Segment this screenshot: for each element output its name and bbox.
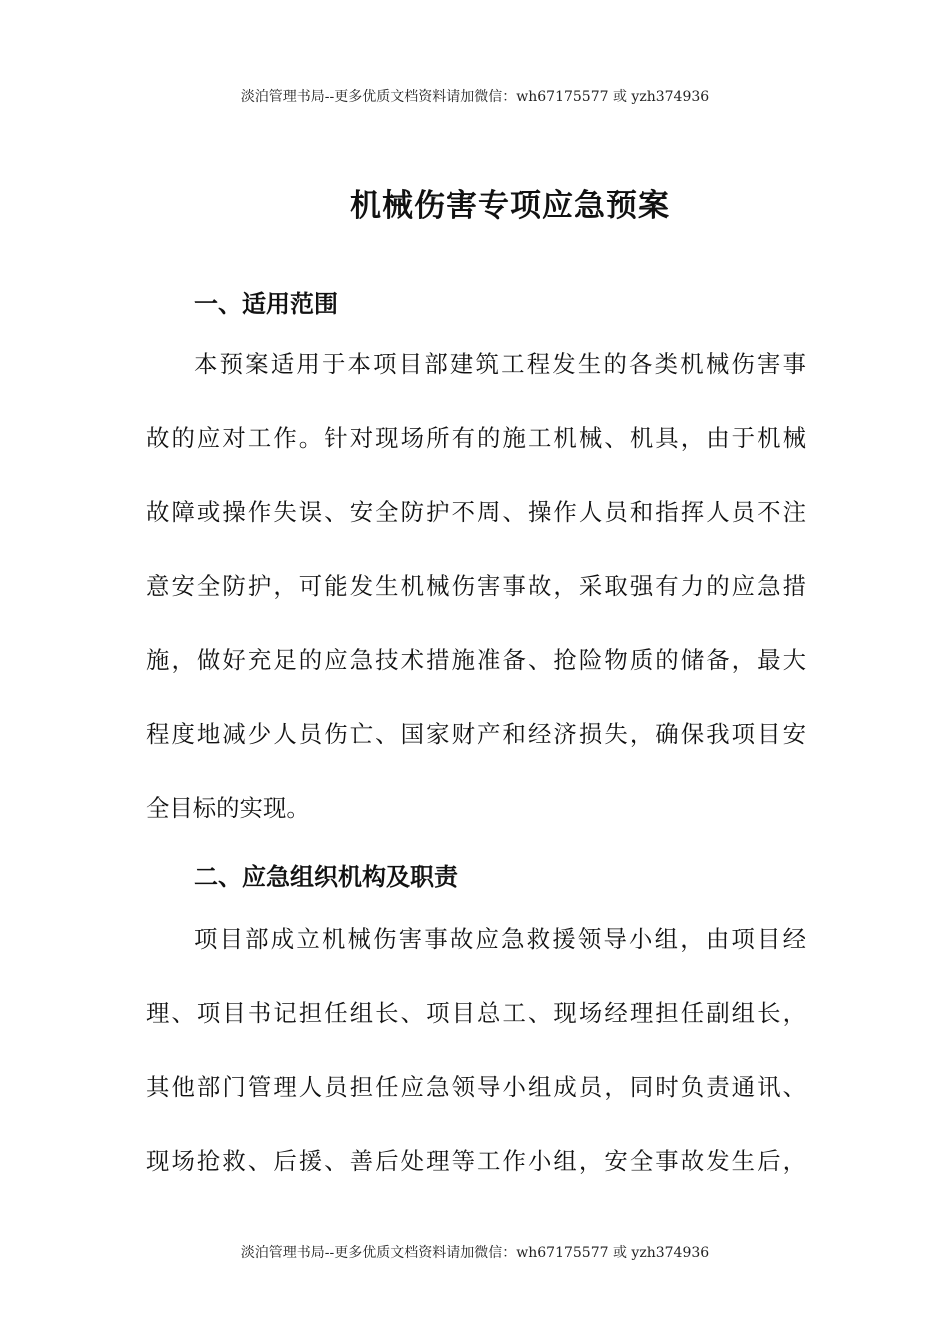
section-heading-organization: 二、应急组织机构及职责: [194, 863, 458, 891]
document-title: 机械伤害专项应急预案: [350, 188, 670, 224]
paragraph-line: 现场抢救、后援、善后处理等工作小组，安全事故发生后，: [146, 1147, 806, 1175]
paragraph-line: 全目标的实现。: [146, 794, 310, 822]
paragraph-line: 理、项目书记担任组长、项目总工、现场经理担任副组长，: [146, 999, 806, 1027]
page-footer-note: 淡泊管理书局--更多优质文档资料请加微信：wh67175577 或 yzh374936: [240, 1245, 710, 1261]
paragraph-line: 故障或操作失误、安全防护不周、操作人员和指挥人员不注: [146, 498, 806, 526]
paragraph-line: 其他部门管理人员担任应急领导小组成员，同时负责通讯、: [146, 1073, 806, 1101]
paragraph-line: 意安全防护，可能发生机械伤害事故，采取强有力的应急措: [146, 572, 806, 600]
section-heading-scope: 一、适用范围: [194, 290, 338, 318]
paragraph-line: 施，做好充足的应急技术措施准备、抢险物质的储备，最大: [146, 646, 806, 674]
paragraph-line: 本预案适用于本项目部建筑工程发生的各类机械伤害事: [194, 350, 806, 378]
paragraph-line: 程度地减少人员伤亡、国家财产和经济损失，确保我项目安: [146, 720, 806, 748]
page-header-note: 淡泊管理书局--更多优质文档资料请加微信：wh67175577 或 yzh374936: [240, 89, 710, 105]
paragraph-line: 项目部成立机械伤害事故应急救援领导小组，由项目经: [194, 925, 806, 953]
paragraph-line: 故的应对工作。针对现场所有的施工机械、机具，由于机械: [146, 424, 806, 452]
